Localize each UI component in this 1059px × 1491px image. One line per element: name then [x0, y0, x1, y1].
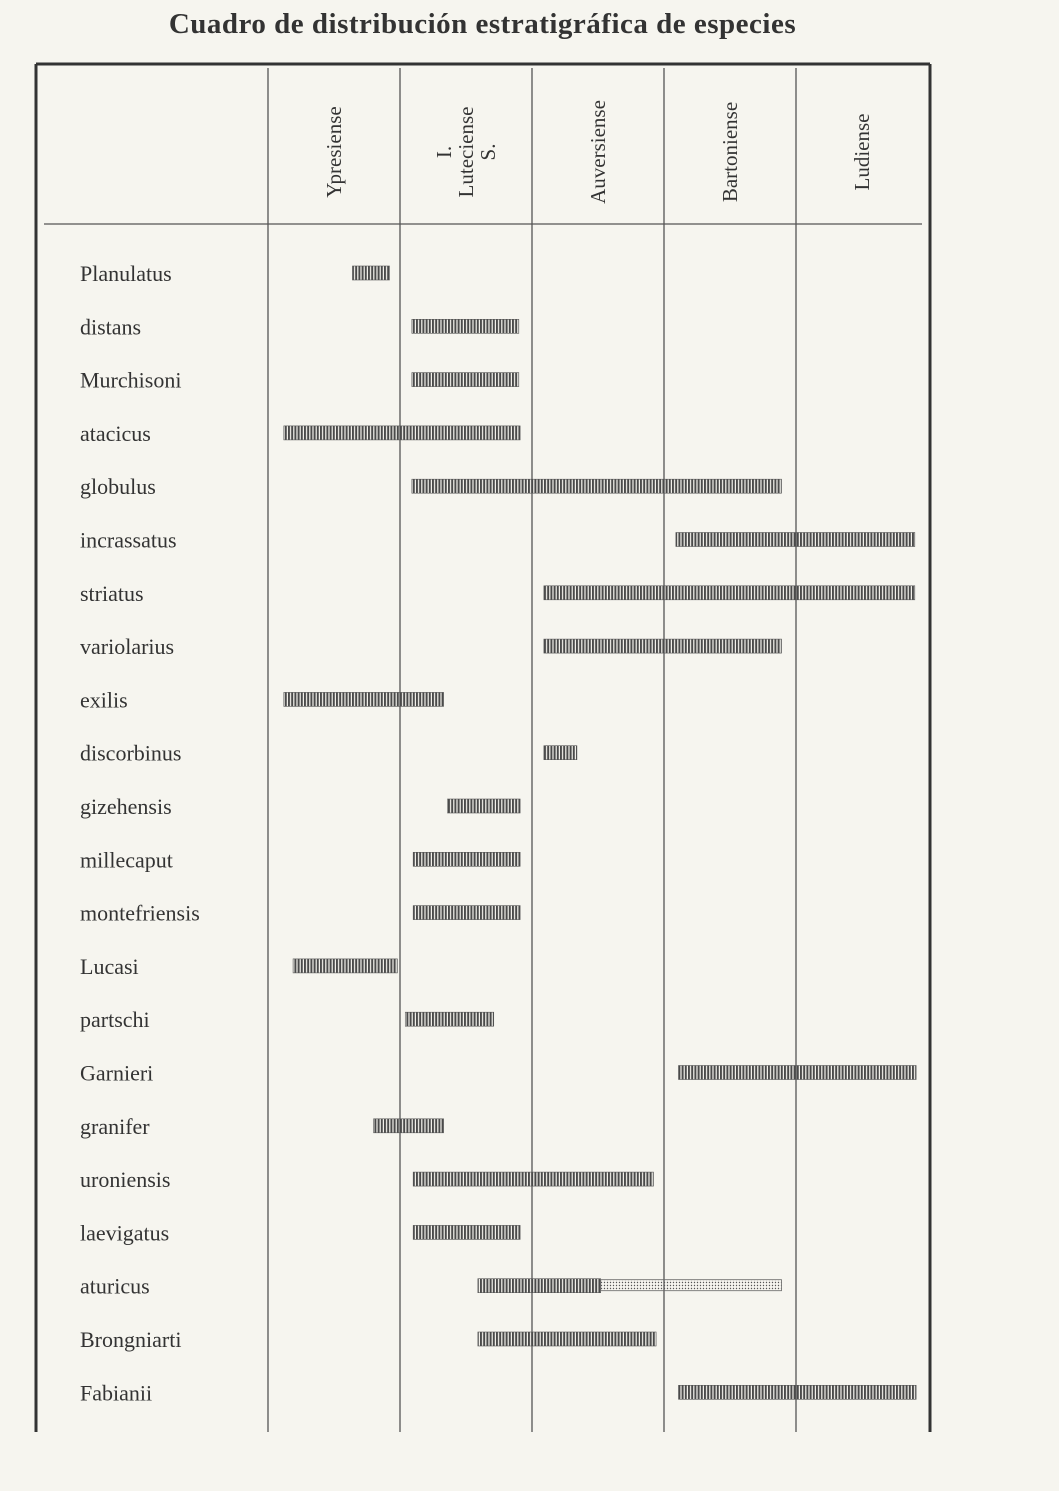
range-bar — [413, 1225, 520, 1239]
range-bar — [413, 906, 520, 920]
species-label: montefriensis — [80, 900, 200, 926]
range-bar — [478, 1279, 601, 1293]
range-bar — [293, 959, 397, 973]
range-bar — [412, 479, 782, 493]
species-label: Murchisoni — [80, 367, 182, 393]
species-label: Fabianii — [80, 1380, 153, 1406]
range-bar — [284, 426, 520, 440]
species-label: incrassatus — [80, 527, 177, 553]
range-bar — [412, 373, 519, 387]
stage-headers — [322, 100, 874, 204]
range-bar — [374, 1119, 444, 1133]
range-bar — [413, 1172, 653, 1186]
range-bar-dotted — [601, 1280, 782, 1291]
species-label: gizehensis — [80, 794, 172, 819]
species-label: uroniensis — [80, 1167, 171, 1193]
range-bar — [412, 319, 519, 333]
species-label: millecaput — [80, 847, 173, 873]
species-label: atacicus — [80, 420, 151, 446]
species-label: aturicus — [80, 1273, 150, 1299]
range-bar — [405, 1012, 493, 1026]
stage-label-1-0: I. — [432, 145, 456, 159]
stage-label-1-1: Luteciense — [454, 106, 478, 198]
range-bar — [544, 586, 915, 600]
range-bar — [478, 1332, 656, 1346]
range-bar — [448, 799, 521, 813]
species-label: globulus — [80, 474, 156, 500]
range-bar — [413, 852, 520, 866]
species-label: variolarius — [80, 634, 175, 660]
species-label: distans — [80, 314, 142, 340]
species-label: Planulatus — [80, 261, 172, 286]
species-label: granifer — [80, 1113, 150, 1139]
stage-label-4-0: Ludiense — [850, 113, 874, 191]
species-label: striatus — [80, 580, 144, 606]
range-bar — [679, 1066, 917, 1080]
species-label: Brongniarti — [80, 1327, 182, 1352]
range-bar — [284, 692, 444, 706]
range-bar — [544, 746, 577, 760]
range-bar — [676, 533, 915, 547]
range-bar — [679, 1385, 917, 1399]
species-label: Lucasi — [80, 953, 139, 979]
range-bar — [352, 266, 389, 280]
stage-label-2-0: Auversiense — [586, 100, 610, 204]
stage-label-1-2: S. — [476, 143, 500, 161]
range-bar — [544, 639, 782, 653]
page-title: Cuadro de distribución estratigráfica de especies — [168, 8, 797, 40]
species-rows — [80, 261, 916, 1405]
stage-label-3-0: Bartoniense — [718, 101, 742, 203]
species-label: laevigatus — [80, 1220, 170, 1246]
species-label: discorbinus — [80, 740, 182, 766]
species-label: partschi — [80, 1007, 150, 1033]
species-label: exilis — [80, 687, 128, 713]
species-label: Garnieri — [80, 1060, 154, 1086]
stage-label-0-0: Ypresiense — [322, 106, 346, 198]
